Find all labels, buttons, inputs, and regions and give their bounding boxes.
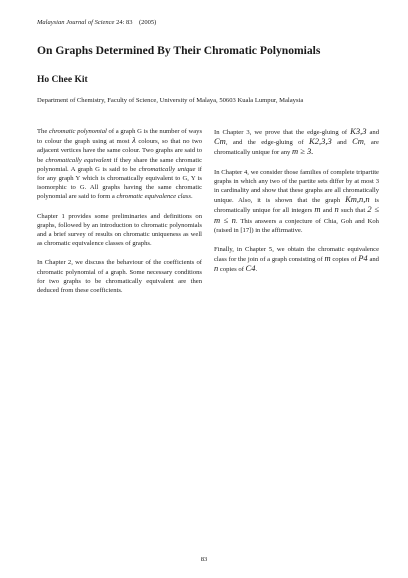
right-column — [214, 127, 379, 285]
journal-year: (2005) — [139, 19, 157, 26]
paragraph-chapter-4: In Chapter 4, we consider those families of complete tripartite graphs in which any two of the partite sets differ by at most 3 in cardinality and show that these graphs are all chromatically unique. Also, it is shown that the graph Km,n,n is chromatically unique for all integers m and n such that 2 ≤ m ≤ n. This answers a conjecture of Chia, Goh and Koh (raised in [17]) in the affirmative. — [214, 168, 379, 234]
journal-name: Malaysian Journal of Science — [37, 19, 115, 26]
author-name: Ho Chee Kit — [37, 75, 88, 85]
journal-header — [37, 19, 156, 26]
journal-volume: 24: 83 — [116, 19, 133, 26]
paragraph-definitions: The chromatic polynomial of a graph G is the number of ways to colour the graph using at most λ colours, so that no two adjacent vertices have the same colour. Two graphs are said to be chromatically equivalent if they share the same chromatic polynomial. A graph G is said to be chromatically unique if for any graph Y which is chromatically equivalent to G, Y is isomorphic to G. All graphs having the same chromatic polynomial are said to form a chromatic equivalence class. — [37, 128, 203, 201]
paragraph-chapter-2: In Chapter 2, we discuss the behaviour of the coefficients of chromatic polynomial of a graph. Some necessary conditions for two graphs to be chromatically equivalent are then deduced from these coefficients. — [37, 259, 202, 295]
paragraph-chapter-5: Finally, in Chapter 5, we obtain the chromatic equivalence class for the join of a graph consisting of m copies of P4 and n copies of C4. — [214, 246, 379, 274]
paragraph-chapter-3: In Chapter 3, we prove that the edge-gluing of K3,3 and Cm, and the edge-gluing of K2,3,3 and Cm, are chromatically unique for any m ≥ 3. — [214, 126, 379, 157]
page-number: 83 — [200, 556, 208, 563]
left-column — [37, 127, 202, 305]
paper-title: On Graphs Determined By Their Chromatic Polynomials — [37, 44, 321, 57]
affiliation: Department of Chemistry, Faculty of Science, University of Malaya, 50603 Kuala Lumpur, Malaysia — [37, 97, 304, 104]
paragraph-chapter-1: Chapter 1 provides some preliminaries and definitions on graphs, followed by an introduction to chromatic polynomials and a brief survey of results on chromatic uniqueness as well as chromatic equivalence classes of graphs. — [37, 212, 202, 248]
